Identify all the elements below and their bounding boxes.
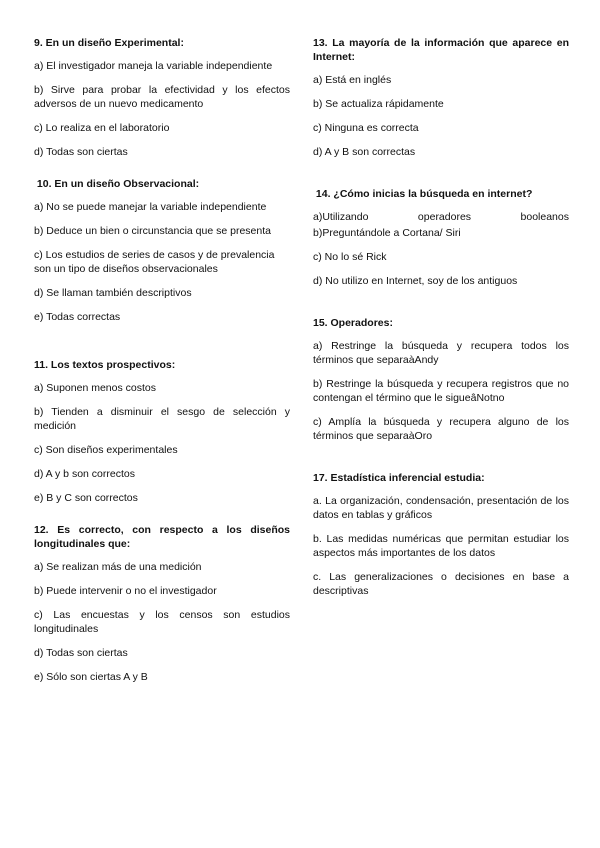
option-b: b)Preguntándole a Cortana/ Siri [313, 227, 461, 239]
option-d: d) Todas son ciertas [34, 647, 128, 659]
option-c: c) Amplía la búsqueda y recupera alguno de los términos que separaàOro [313, 416, 569, 442]
question-17 [313, 471, 569, 598]
option-b: b) Deduce un bien o circunstancia que se presenta [34, 225, 271, 237]
question-title: 17. Estadística inferencial estudia: [313, 472, 485, 484]
option-a-word: operadores [417, 211, 472, 223]
question-title: 9. En un diseño Experimental: [34, 37, 184, 49]
option-c: c) Los estudios de series de casos y de prevalencia son un tipo de diseños observacionales [34, 249, 275, 275]
question-15 [313, 316, 569, 443]
question-12 [34, 523, 290, 684]
option-b: b) Tienden a disminuir el sesgo de selección y medición [34, 406, 290, 432]
option-a: a) Suponen menos costos [34, 382, 156, 394]
option-d: d) A y B son correctas [313, 146, 416, 158]
option-e: e) Todas correctas [34, 311, 121, 323]
question-10 [34, 177, 290, 324]
option-c: c) Lo realiza en el laboratorio [34, 122, 170, 134]
option-c: c) Las encuestas y los censos son estudios longitudinales [34, 609, 290, 635]
option-a: a) Está en inglés [313, 74, 392, 86]
option-e: e) B y C son correctos [34, 492, 138, 504]
question-title: 15. Operadores: [313, 317, 393, 329]
option-c: c) Ninguna es correcta [313, 122, 419, 134]
question-title: 10. En un diseño Observacional: [34, 178, 200, 190]
question-title: 12. Es correcto, con respecto a los diseños longitudinales que: [34, 524, 290, 550]
question-title: 11. Los textos prospectivos: [34, 359, 176, 371]
option-c: c. Las generalizaciones o decisiones en base a descriptivas [313, 571, 569, 597]
option-a: a. La organización, condensación, presentación de los datos en tablas y gráficos [313, 495, 569, 521]
option-a: a) No se puede manejar la variable independiente [34, 201, 267, 213]
option-a-word: booleanos [520, 211, 569, 223]
option-a: a) Se realizan más de una medición [34, 561, 202, 573]
question-9 [34, 36, 290, 159]
option-c: c) Son diseños experimentales [34, 444, 178, 456]
question-11 [34, 358, 290, 505]
option-b: b) Sirve para probar la efectividad y los efectos adversos de un nuevo medicamento [34, 84, 290, 110]
option-b: b) Puede intervenir o no el investigador [34, 585, 217, 597]
option-a-word: a)Utilizando [313, 211, 369, 223]
option-d: d) A y b son correctos [34, 468, 135, 480]
option-a [313, 210, 569, 224]
right-column [313, 36, 569, 616]
option-d: d) Se llaman también descriptivos [34, 287, 192, 299]
question-14 [313, 187, 569, 288]
option-b: b) Se actualiza rápidamente [313, 98, 444, 110]
option-c: c) No lo sé Rick [313, 251, 387, 263]
option-a: a) Restringe la búsqueda y recupera todos los términos que separaàAndy [313, 340, 569, 366]
option-b: b) Restringe la búsqueda y recupera registros que no contengan el término que le sigueâNotno [313, 378, 569, 404]
option-a: a) El investigador maneja la variable independiente [34, 60, 273, 72]
question-13 [313, 36, 569, 159]
question-title: 14. ¿Cómo inicias la búsqueda en internet? [313, 188, 533, 200]
option-d: d) No utilizo en Internet, soy de los antiguos [313, 275, 518, 287]
question-title: 13. La mayoría de la información que aparece en Internet: [313, 37, 569, 63]
option-e: e) Sólo son ciertas A y B [34, 671, 148, 683]
option-b: b. Las medidas numéricas que permitan estudiar los aspectos más importantes de los datos [313, 533, 569, 559]
left-column [34, 36, 290, 702]
option-d: d) Todas son ciertas [34, 146, 128, 158]
